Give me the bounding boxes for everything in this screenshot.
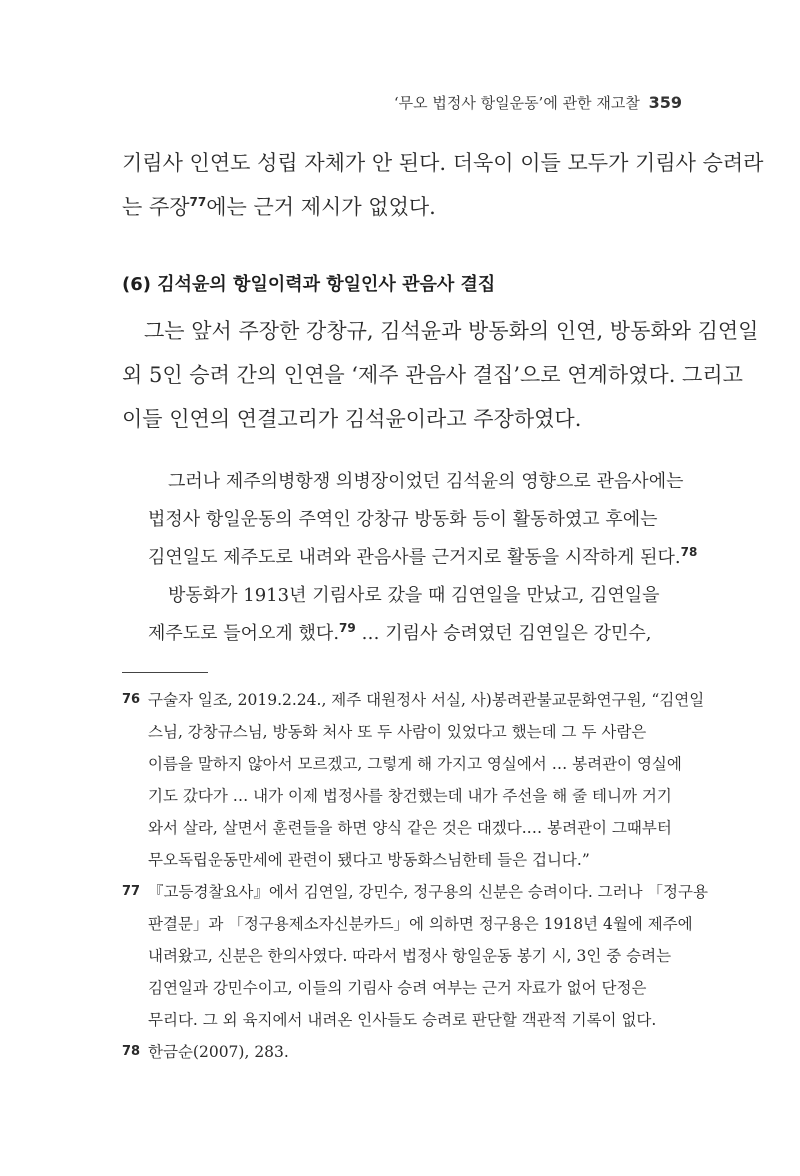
footnote-line: 이름을 말하지 않아서 모르겠고, 그렇게 해 가지고 영실에서 … 봉려관이 영실에 (148, 755, 682, 773)
footnote-line: 한금순(2007), 283. (148, 1043, 289, 1061)
footnote-line: 판결문」과 「정구용제소자신분카드」에 의하면 정구용은 1918년 4월에 제주에 (148, 915, 693, 933)
footnote-line: 무리다. 그 외 육지에서 내려온 인사들도 승려로 판단할 객관적 기록이 없다. (148, 1011, 657, 1029)
footnote-number: 77 (122, 884, 141, 899)
footnote-line: 『고등경찰요사』에서 김연일, 강민수, 정구용의 신분은 승려이다. 그러나 「정구용 (148, 883, 708, 901)
footnote-ref-78[interactable]: 78 (680, 545, 698, 559)
quote-line-2: 법정사 항일운동의 주역인 강창규 방동화 등이 활동하였고 후에는 (148, 509, 658, 530)
quote-text: 제주도로 들어오게 했다. (148, 623, 340, 644)
footnote-line: 기도 갔다가 … 내가 이제 법정사를 창건했는데 내가 주선을 해 줄 테니까 거기 (148, 787, 672, 805)
footnote-number: 76 (122, 692, 141, 707)
section-heading: (6) 김석윤의 항일이력과 항일인사 관음사 결집 (122, 274, 496, 295)
footnote-ref-77[interactable]: 77 (189, 195, 207, 209)
paragraph-line-3: 이들 인연의 연결고리가 김석윤이라고 주장하였다. (122, 407, 582, 431)
footnote-line: 김연일과 강민수이고, 이들의 기림사 승려 여부는 근거 자료가 없어 단정은 (148, 979, 647, 997)
footnote-line: 구술자 일조, 2019.2.24., 제주 대원정사 서실, 사)봉려관불교문화연구원, “김연일 (148, 691, 705, 709)
footnote-line: 와서 살라, 살면서 훈련들을 하면 양식 같은 것은 대겠다.… 봉려관이 그때부터 (148, 819, 672, 837)
quote-line-5 (148, 622, 652, 646)
quote-text: 김연일도 제주도로 내려와 관음사를 근거지로 활동을 시작하게 된다. (148, 547, 681, 568)
running-head-title: ‘무오 법정사 항일운동’에 관한 재고찰 (393, 94, 640, 112)
intro-text: 에는 근거 제시가 없었다. (206, 195, 436, 219)
quote-line-3 (148, 546, 697, 570)
footnote-line: 무오독립운동만세에 관련이 됐다고 방동화스님한테 들은 겁니다.” (148, 851, 590, 869)
footnote-line: 스님, 강창규스님, 방동화 처사 또 두 사람이 있었다고 했는데 그 두 사람은 (148, 723, 647, 741)
paragraph-line-2: 외 5인 승려 간의 인연을 ‘제주 관음사 결집’으로 연계하였다. 그리고 (122, 363, 743, 387)
quote-line-1: 그러나 제주의병항쟁 의병장이었던 김석윤의 영향으로 관음사에는 (168, 471, 684, 492)
page-number: 359 (648, 93, 682, 112)
quote-line-4: 방동화가 1913년 기림사로 갔을 때 김연일을 만났고, 김연일을 (168, 585, 660, 606)
intro-line-1: 기림사 인연도 성립 자체가 안 된다. 더욱이 이들 모두가 기림사 승려라 (122, 151, 764, 175)
footnote-line: 내려왔고, 신분은 한의사였다. 따라서 법정사 항일운동 봉기 시, 3인 중 승려는 (148, 947, 672, 965)
footnote-number: 78 (122, 1044, 141, 1059)
quote-text: … 기림사 승려였던 김연일은 강민수, (355, 623, 652, 644)
intro-line-2 (122, 194, 436, 220)
running-head (394, 92, 682, 113)
footnote-ref-79[interactable]: 79 (339, 621, 356, 635)
paragraph-line-1: 그는 앞서 주장한 강창규, 김석윤과 방동화의 인연, 방동화와 김연일 (144, 319, 759, 343)
intro-text: 는 주장 (122, 195, 190, 219)
footnote-divider (122, 672, 208, 673)
